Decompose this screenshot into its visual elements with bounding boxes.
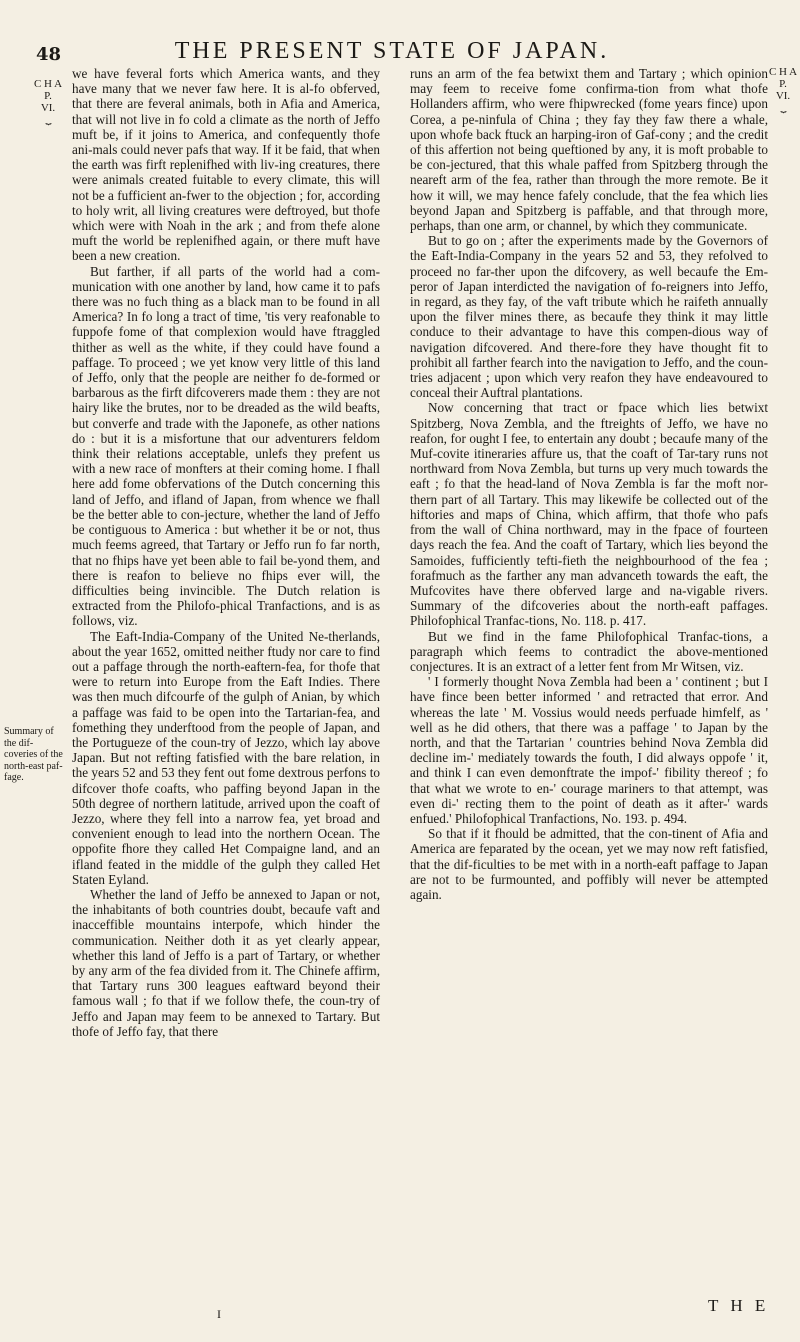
chapter-mark-left (32, 78, 64, 126)
page-number: 48 (36, 44, 62, 65)
chapter-number: VI. (775, 90, 791, 102)
brace-ornament: ⏟ (45, 114, 51, 125)
paragraph: Whether the land of Jeffo be annexed to Japan or not, the inhabitants of both countries doubt, becaufe vaft and inacceffible mountains interpofe, which hinder the communication. Neither doth it as yet clearly appear, whether this land of Jeffo is a part of Tartary, or whether by any arm of the fea divided from it. The Chinefe affirm, that Tartary runs 300 leagues eaftward beyond their famous wall ; fo that if we follow thefe, the coun-try of Jeffo and Japan may feem to be annexed to Tartary. But thofe of Jeffo fay, that there (72, 886, 380, 1039)
signature-mark: I (217, 1307, 221, 1321)
chapter-label: C H A P. (768, 66, 798, 90)
chapter-label: C H A P. (33, 78, 63, 102)
paragraph: But to go on ; after the experiments made by the Governors of the Eaft-India-Company in the years 52 and 53, they refolved to proceed no far-ther upon the difcovery, as well becaufe the Em-peror of Japan interdicted the navigation of fo-reigners into Jeffo, in regard, as they fay, of the vaft tribute which he raifeth annually upon the filver mines there, as becaufe they think it may little conduce to their advantage to have this compen-dious way of navigation difcovered. And there-fore they have thought fit to prohibit all farther fearch into the navigation to Jeffo, and the coun-tries adjacent ; upon which very reafon they have endeavoured to conceal their Auftral plantations. (410, 233, 768, 401)
paragraph: runs an arm of the fea betwixt them and Tartary ; which opinion may feem to receive fome confirma-tion from what thofe Hollanders affirm, who were fhipwrecked (fome years fince) upon Corea, a pe-ninfula of China ; they fay they faw there a whale, upon whofe back ftuck an harping-iron of Gaf-cony ; and the credit of this affertion not being queftioned by any, it is moft probable to be con-jectured, that this whale paffed from Spitzberg through the neareft arm of the fea, rather than through the more remote. Be it how it will, we may hence fafely conclude, that the fea which lies beyond Japan and Spitzberg is paffable, and that through more, perhaps, than one arm, or channel, by which they communicate. (410, 66, 768, 234)
paragraph: But farther, if all parts of the world had a com-munication with one another by land, how came it to pafs there was no fuch thing as a black man to be found in all America? In fo long a tract of time, 'tis very reafonable to fuppofe fome of that complexion would have ftraggled thither as well as the white, if they could have found a paffage. To proceed ; we yet know very little of this land of Jeffo, only that the people are neither fo de-formed or barbarous as the firft difcoverers made them : they are not hairy like the brutes, nor to be dreaded as the wild beafts, but converfe and trade with the Japonefe, as other nations do : but it is a misfortune that our adventurers feldom think their relations acceptable, unlefs they prefent us with a new race of monfters at their coming home. I fhall here add fome obfervations of the Dutch concerning this land of Jeffo, and ifland of Japan, from whence we fhall be the better able to con-jecture, whether the land of Jeffo be contiguous to America : but whether it be or not, thus much feems agreed, that Tartary or Jeffo run fo far north, that no fhips have yet been able to fail be-yond them, and there is reafon to believe no fhips ever will, the difficulties being invincible. The Dutch relation is extracted from the Philofo-phical Tranfactions, and is as follows, viz. (72, 263, 380, 629)
quotation: ' I formerly thought Nova Zembla had been a ' continent ; but I have fince been better informed ' and retracted that error. And whereas the late ' M. Vossius would needs perfuade himfelf, as ' well as he did others, that there was a paffage ' to Japan by the north, and that the Tartarian ' countries behind Nova Zembla did decline im-' mediately towards the fouth, I did always oppofe ' it, and think I can even demonftrate the impof-' fibility thereof ; fo that what we wrote to en-' courage mariners to that attempt, was even di-' recting them to the point of death as it after-' wards enfued.' Philofophical Tranfactions, No. 193. p. 494. (410, 674, 768, 826)
right-column (410, 66, 768, 902)
paragraph: we have feveral forts which America wants, and they have many that we never faw here. It is al-fo obferved, that there are feveral animals, both in Afia and America, that will not live in fo cold a climate as the north of Jeffo muft be, if it joins to America, and confequently thofe ani-mals could never pafs that way. If it be faid, that when the earth was firft replenifhed with liv-ing creatures, there were animals created fuitable to every climate, this will not be a fufficient an-fwer to the objection ; for, according to holy writ, all living creatures were deftroyed, but thofe which were with Noah in the ark ; and from thefe alone muft the world be replenifhed again, or there muft have been a new creation. (72, 66, 380, 264)
chapter-mark-right (768, 66, 798, 114)
paragraph: Now concerning that tract or fpace which lies betwixt Spitzberg, Nova Zembla, and the ftreights of Jeffo, we have no reafon, for ought I fee, to entertain any doubt ; becaufe many of the Muf-covite itineraries affure us, that the coaft of Tar-tary runs not northward from Nova Zembla, but turns up very much towards the eaft ; fo that the head-land of Nova Zembla is far the moft nor-thern part of all Tartary. This may likewife be collected out of the hiftories and maps of China, which affirm, that thofe who pafs from the wall of China northward, may in the fpace of fourteen days reach the fea. And the coaft of Tartary, which lies beyond the Samoides, fufficiently tefti-fieth the neighbourhood of the fea ; forafmuch as the farther any man advanceth towards the eaft, the Mufcovites have there obferved large and na-vigable rivers. Summary of the difcoveries about the north-eaft paffages. Philofophical Tranfac-tions, No. 118. p. 417. (410, 400, 768, 629)
paragraph: So that if it fhould be admitted, that the con-tinent of Afia and America are feparated by the ocean, yet we may now reft fatisfied, that the dif-ficulties to be met with in a north-eaft paffage to Japan are not to be furmounted, and poffibly will never be attempted again. (410, 826, 768, 902)
margin-note: Summary of the dif-coveries of the north-east paf-fage. (4, 726, 63, 784)
catchword: T H E (708, 1296, 770, 1315)
chapter-number: VI. (40, 102, 56, 114)
paragraph: The Eaft-India-Company of the United Ne-therlands, about the year 1652, omitted neither ftudy nor care to find out a paffage through the north-eaftern-fea, for thofe that were to return into Europe from the Eaft Indies. There was then much difcourfe of the gulph of Anian, by which a paffage was faid to be open into the Tartarian-fea, and fomething they underftood from the people of Japan, and the Portugueze of the coun-try of Jezzo, which lay above Japan. But not refting fatisfied with the bare relation, in the years 52 and 53 they fent out fome dextrous perfons to difcover thofe coafts, who paffing beyond Japan in the 50th degree of northern latitude, arrived upon the coaft of Jezzo, where they fell into a narrow fea, yet broad and convenient enough to lead into the northern Ocean. The oppofite fhore they called Het Compaigne land, and an ifland feated in the middle of the gulph they called Het Staten Eyland. (72, 628, 380, 887)
running-title: THE PRESENT STATE OF JAPAN. (174, 38, 610, 64)
brace-ornament: ⏟ (780, 102, 786, 113)
paragraph: But we find in the fame Philofophical Tranfac-tions, a paragraph which feems to contradict the above-mentioned conjectures. It is an extract of a letter fent from Mr Witsen, viz. (410, 628, 768, 674)
left-column (72, 66, 380, 1039)
page-header (0, 38, 800, 68)
